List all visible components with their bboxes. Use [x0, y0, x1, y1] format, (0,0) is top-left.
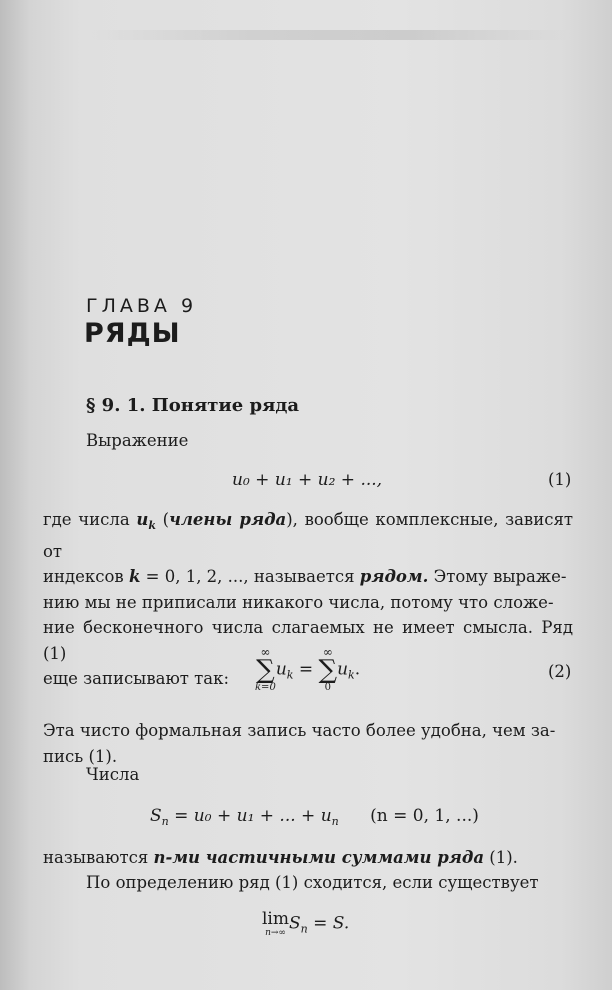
- equation-number-2: (2): [548, 662, 572, 681]
- formula-4: lim n→∞ $S_n = S$.: [262, 909, 350, 938]
- scan-smudge: [90, 30, 570, 40]
- paragraph-partial-sums: называются n-ми частичными суммами ряда (1).: [43, 848, 518, 867]
- paragraph-numbers: Числа: [86, 765, 140, 784]
- text-line: где числа $u_k$ (члены ряда), вообще комплексные, зависят от: [43, 510, 573, 561]
- formula-1: u₀ + u₁ + u₂ + ...,: [232, 470, 383, 490]
- sum-symbol-right: ∞ ∑ 0: [318, 645, 338, 693]
- formula-2: ∞ ∑ k=0 $u_k$ = ∞ ∑ 0 $u_k$.: [255, 645, 361, 693]
- chapter-title: РЯДЫ: [84, 318, 181, 349]
- paragraph-convergence: По определению ряд (1) сходится, если существует: [86, 873, 539, 892]
- text-line: ние бесконечного числа слагаемых не имеет смысла. Ряд (1): [43, 618, 573, 663]
- sum-symbol-left: ∞ ∑ k=0: [255, 645, 276, 693]
- text-line: Эта чисто формальная запись часто более удобна, чем за-: [43, 721, 556, 740]
- paragraph-expression: Выражение: [86, 431, 189, 450]
- text-line: еще записывают так:: [43, 669, 230, 688]
- formula-3: $S_n = u_0 + u_1$ + ... + $u_n$ (n = 0, 1, ...): [150, 806, 479, 828]
- chapter-label: ГЛАВА 9: [86, 295, 198, 317]
- text-line: нию мы не приписали никакого числа, потому что сложе-: [43, 592, 554, 612]
- equation-number-1: (1): [548, 470, 572, 489]
- text-line: пись (1).: [43, 746, 118, 766]
- limit-operator: lim n→∞: [262, 909, 289, 938]
- text-line: индексов k = 0, 1, 2, ..., называется рядом. Этому выраже-: [43, 567, 567, 586]
- section-title: § 9. 1. Понятие ряда: [86, 395, 300, 416]
